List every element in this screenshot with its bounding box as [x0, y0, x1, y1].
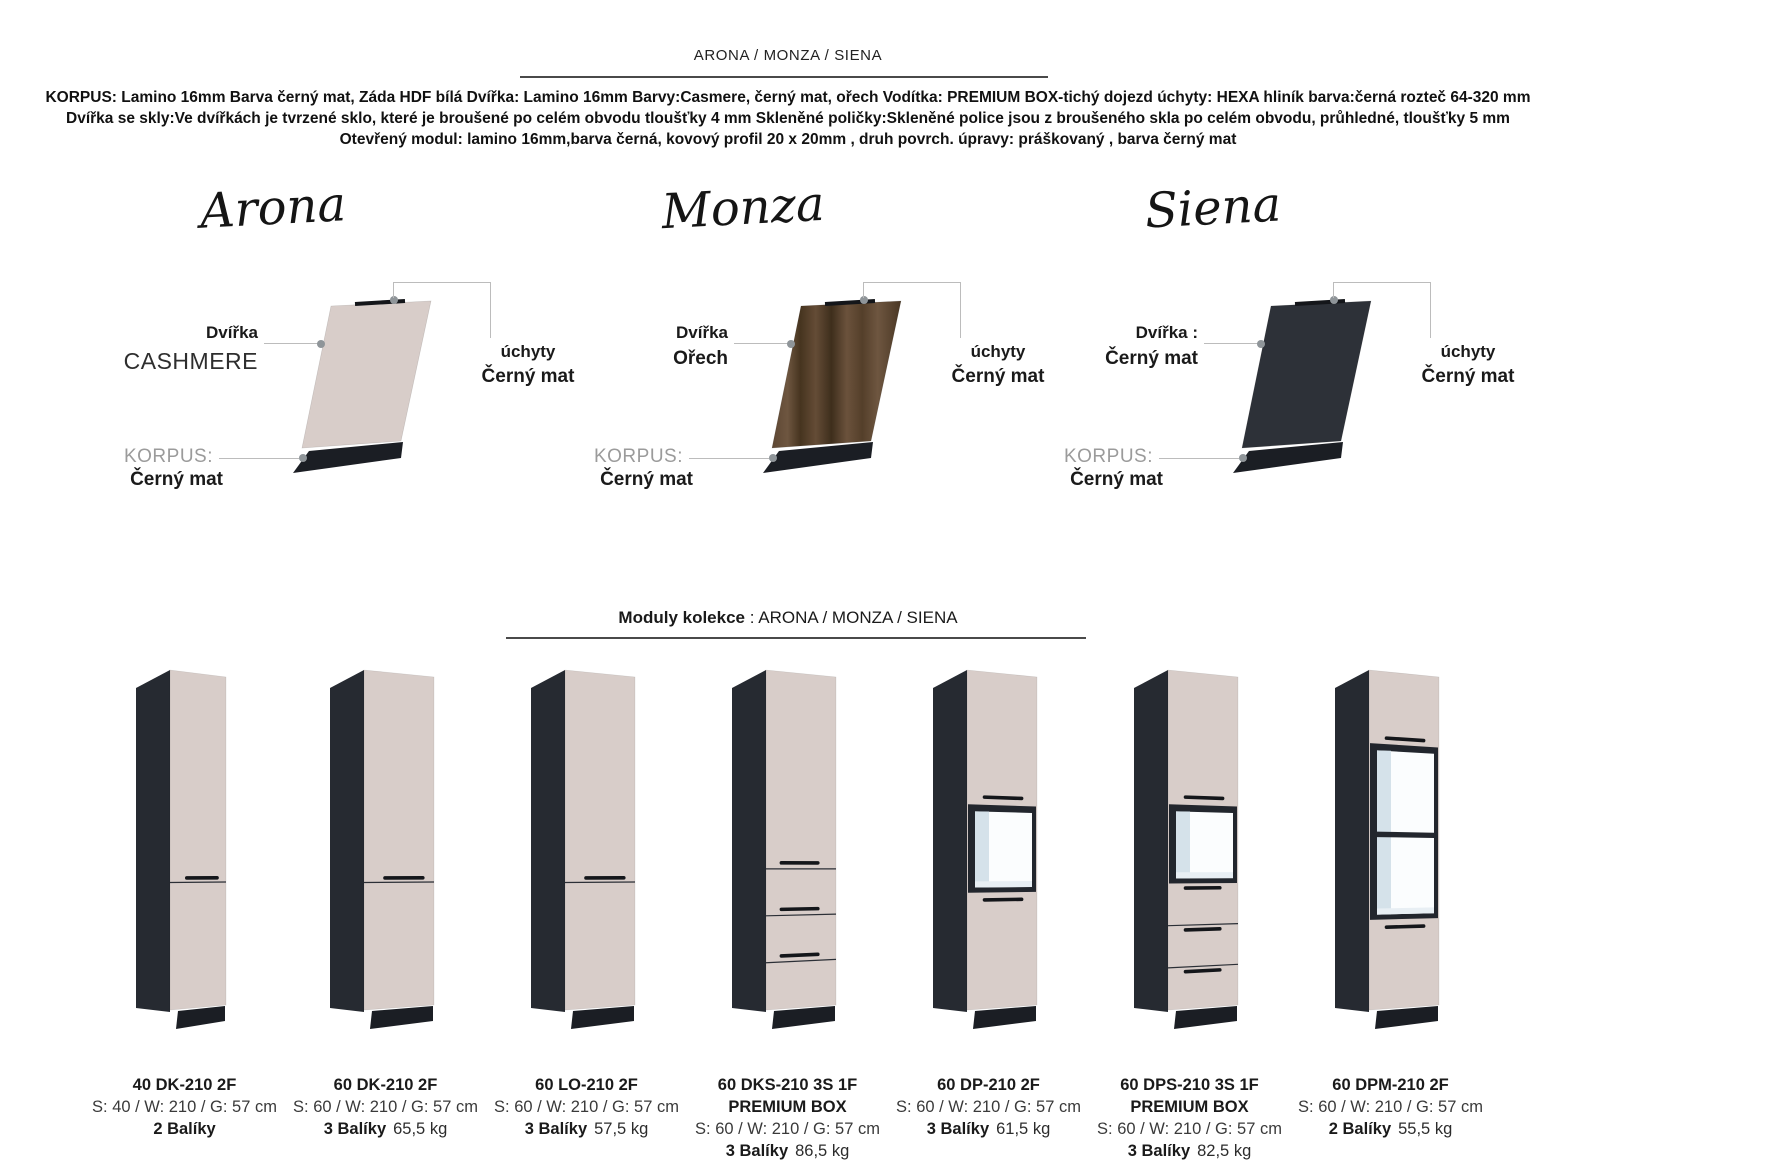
door-connector-dot [787, 340, 795, 348]
module-packages: 2 Balíky [153, 1120, 216, 1138]
handle-connector-line [960, 282, 961, 338]
module-packages: 2 Balíky [1328, 1120, 1392, 1138]
module-card [285, 658, 486, 1162]
door-sample-image [273, 290, 443, 490]
cabinet-image [1331, 658, 1451, 1038]
korpus-connector-line [219, 458, 299, 459]
door-connector-line [264, 343, 319, 344]
handle-connector-line [1333, 282, 1430, 283]
module-name: 60 DK-210 2F [333, 1076, 438, 1094]
module-packages: 3 Balíky [323, 1120, 387, 1138]
handles-label: úchyty [1440, 342, 1496, 361]
handle-connector-line [863, 282, 960, 283]
module-card [486, 658, 687, 1162]
collection-script-name: Siena [1143, 176, 1283, 240]
module-card [888, 658, 1089, 1162]
handle-connector-dot [860, 296, 868, 304]
description-line-2: Dvířka se skly:Ve dvířkách je tvrzené sklo, které je broušené po celém obvodu tloušťky 4 mm Skleněné poličky:Skleněné police jsou z broušeného skla po celém obvodu, průhledné, tloušťky 5 mm [66, 110, 1510, 127]
module-dimensions: S: 60 / W: 210 / G: 57 cm [896, 1098, 1081, 1116]
collection-card [558, 170, 1068, 520]
modules-title-rest: : ARONA / MONZA / SIENA [745, 608, 958, 627]
modules-row [84, 658, 1494, 1162]
description-line-1: KORPUS: Lamino 16mm Barva černý mat, Záda HDF bílá Dvířka: Lamino 16mm Barvy:Casmere, černý mat, ořech Vodítka: PREMIUM BOX-tichý dojezd úchyty: HEXA hliník barva:černá rozteč 64-320 mm [45, 89, 1531, 106]
door-label: Dvířka [676, 323, 728, 342]
cabinet-image [728, 658, 848, 1038]
handle-connector-line [1430, 282, 1431, 338]
module-weight: 86,5 kg [795, 1142, 850, 1160]
cabinet-image [929, 658, 1049, 1038]
door-finish-value: Černý mat [1105, 348, 1198, 369]
handle-connector-line [393, 282, 394, 298]
module-packages: 3 Balíky [926, 1120, 990, 1138]
door-connector-line [734, 343, 789, 344]
module-premium-label: PREMIUM BOX [728, 1098, 847, 1116]
korpus-connector-line [689, 458, 769, 459]
module-packages: 3 Balíky [725, 1142, 789, 1160]
handle-connector-line [1333, 282, 1334, 298]
module-weight: 57,5 kg [594, 1120, 649, 1138]
handles-finish-value: Černý mat [951, 366, 1045, 387]
module-packages: 3 Balíky [1127, 1142, 1191, 1160]
korpus-label: KORPUS: [123, 446, 213, 467]
cabinet-image [527, 658, 647, 1038]
door-connector-dot [317, 340, 325, 348]
korpus-finish-value: Černý mat [1070, 469, 1163, 490]
handle-connector-line [863, 282, 864, 298]
korpus-finish-value: Černý mat [600, 469, 693, 490]
korpus-label: KORPUS: [1063, 446, 1153, 467]
module-caption [687, 1074, 888, 1162]
handles-finish-value: Černý mat [1421, 366, 1515, 387]
cabinet-image [1130, 658, 1250, 1038]
module-packages-line [84, 1118, 285, 1140]
modules-section-title [8, 608, 1568, 628]
module-caption [486, 1074, 687, 1140]
door-connector-dot [1257, 340, 1265, 348]
module-packages-line [888, 1118, 1089, 1140]
content-column [8, 0, 1568, 1171]
module-card [84, 658, 285, 1162]
handle-connector-dot [1330, 296, 1338, 304]
korpus-connector-dot [1239, 454, 1247, 462]
collection-card [88, 170, 598, 520]
module-weight: 61,5 kg [996, 1120, 1051, 1138]
korpus-connector-line [1159, 458, 1239, 459]
korpus-label: KORPUS: [593, 446, 683, 467]
modules-title-bold: Moduly kolekce [618, 608, 746, 627]
cabinet-image [326, 658, 446, 1038]
module-name: 60 DKS-210 3S 1F [717, 1076, 858, 1094]
collections-row [8, 170, 1568, 520]
module-packages: 3 Balíky [524, 1120, 588, 1138]
cabinet-image [125, 658, 245, 1038]
module-premium-label: PREMIUM BOX [1130, 1098, 1249, 1116]
module-dimensions: S: 60 / W: 210 / G: 57 cm [293, 1098, 478, 1116]
module-name: 60 DPS-210 3S 1F [1120, 1076, 1259, 1094]
module-name: 60 LO-210 2F [535, 1076, 638, 1094]
module-packages-line [285, 1118, 486, 1140]
module-weight: 55,5 kg [1398, 1120, 1453, 1138]
collection-card [1028, 170, 1538, 520]
module-name: 60 DPM-210 2F [1332, 1076, 1449, 1094]
page-title: ARONA / MONZA / SIENA [693, 47, 883, 64]
module-packages-line [1089, 1140, 1290, 1162]
module-card [1089, 658, 1290, 1162]
door-finish-value: Ořech [673, 348, 728, 369]
handle-connector-dot [390, 296, 398, 304]
description-line-3: Otevřený modul: lamino 16mm,barva černá, kovový profil 20 x 20mm , druh povrch. úpravy: práškovaný , barva černý mat [339, 131, 1237, 148]
module-packages-line [687, 1140, 888, 1162]
handles-label: úchyty [970, 342, 1026, 361]
handles-label: úchyty [500, 342, 556, 361]
module-packages-line [1290, 1118, 1491, 1140]
module-caption [888, 1074, 1089, 1140]
module-dimensions: S: 60 / W: 210 / G: 57 cm [494, 1098, 679, 1116]
module-weight: 65,5 kg [393, 1120, 448, 1138]
korpus-connector-dot [299, 454, 307, 462]
door-connector-line [1204, 343, 1259, 344]
module-dimensions: S: 60 / W: 210 / G: 57 cm [1298, 1098, 1483, 1116]
module-name: 60 DP-210 2F [937, 1076, 1040, 1094]
module-dimensions: S: 40 / W: 210 / G: 57 cm [92, 1098, 277, 1116]
door-label: Dvířka : [1135, 323, 1198, 342]
door-sample-image [743, 290, 913, 490]
modules-title-underline [506, 637, 1086, 639]
handle-connector-line [490, 282, 491, 338]
module-dimensions: S: 60 / W: 210 / G: 57 cm [1097, 1120, 1282, 1138]
collection-script-name: Arona [198, 176, 348, 240]
door-label: Dvířka [206, 323, 258, 342]
door-sample-image [1213, 290, 1383, 490]
module-caption [84, 1074, 285, 1140]
module-packages-line [486, 1118, 687, 1140]
module-caption [285, 1074, 486, 1140]
handle-connector-line [393, 282, 490, 283]
module-dimensions: S: 60 / W: 210 / G: 57 cm [695, 1120, 880, 1138]
module-caption [1089, 1074, 1290, 1162]
materials-description [8, 87, 1568, 150]
module-weight: 82,5 kg [1197, 1142, 1252, 1160]
korpus-connector-dot [769, 454, 777, 462]
door-finish-value: CASHMERE [123, 348, 258, 374]
title-underline [520, 76, 1048, 78]
korpus-finish-value: Černý mat [130, 469, 223, 490]
module-name: 40 DK-210 2F [132, 1076, 237, 1094]
module-card [687, 658, 888, 1162]
handles-finish-value: Černý mat [481, 366, 575, 387]
module-caption [1290, 1074, 1491, 1140]
collection-script-name: Monza [660, 175, 826, 241]
module-card [1290, 658, 1491, 1162]
